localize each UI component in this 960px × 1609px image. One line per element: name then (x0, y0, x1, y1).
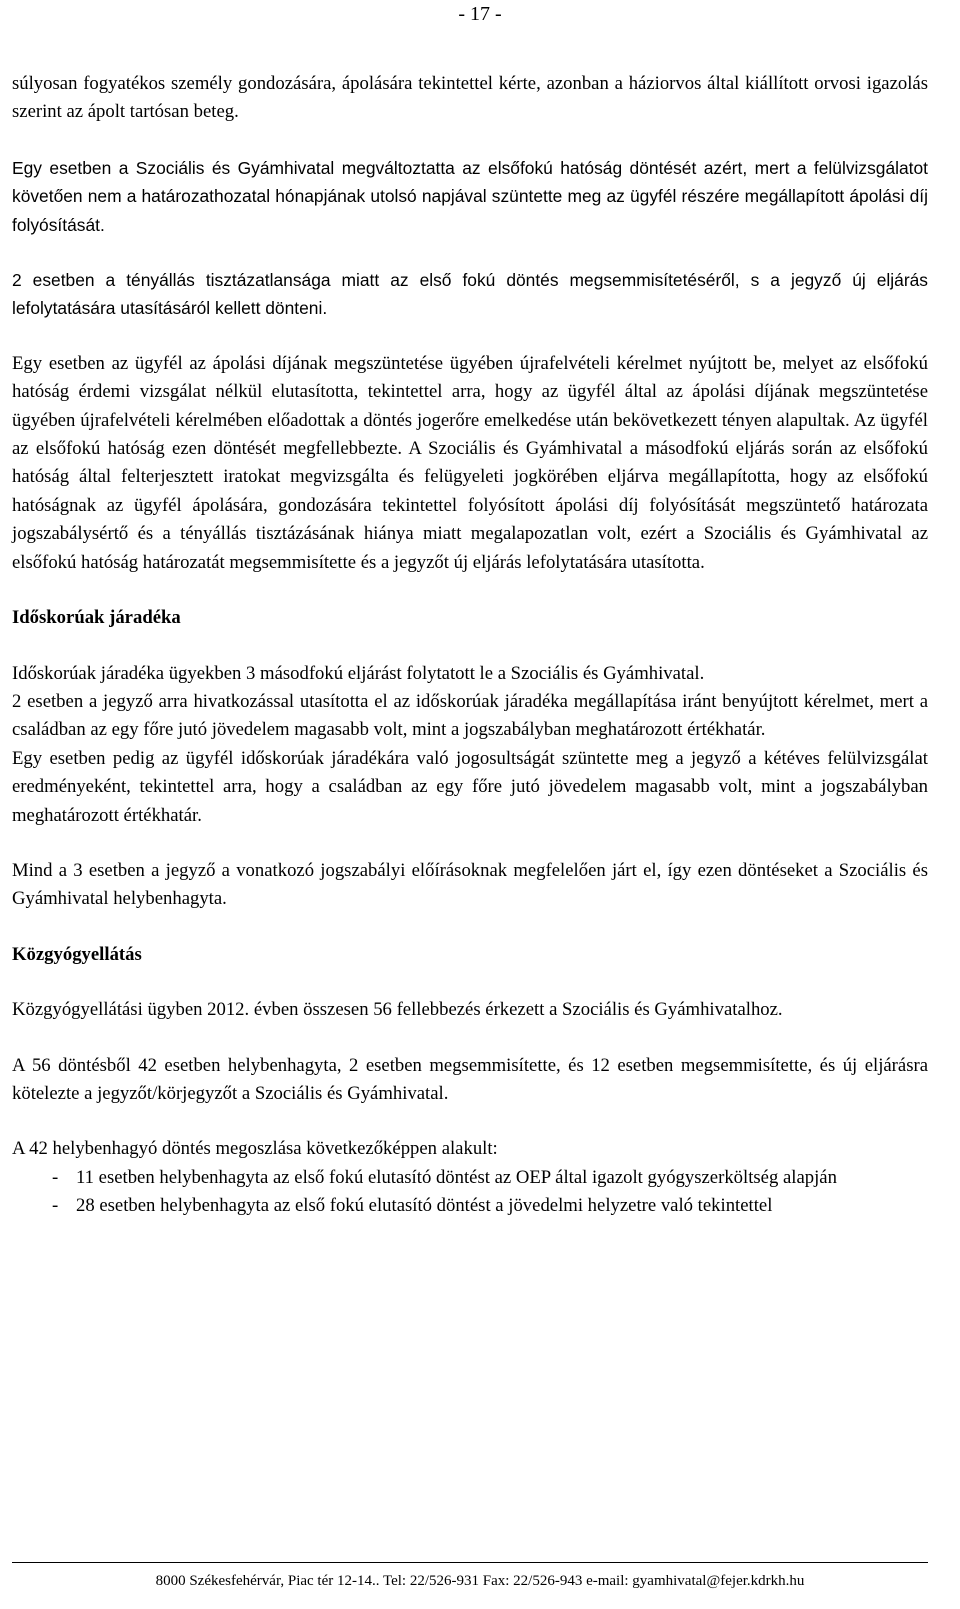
paragraph-continuation: súlyosan fogyatékos személy gondozására, ápolására tekintettel kérte, azonban a háziorvos által kiállított orvosi igazolás szerint az ápolt tartósan beteg. (12, 73, 928, 123)
paragraph-modification-case: Egy esetben a Szociális és Gyámhivatal megváltoztatta az elsőfokú hatóság döntését azért, mert a felülvizsgálatot követően nem a határozathozatal hónapjának utolsó napjával szüntette meg az ügyfél részére megállapított ápolási díj folyósítását. (12, 157, 928, 235)
list-item (12, 1164, 928, 1192)
page-number: - 17 - (458, 3, 502, 25)
list-item-text: 28 esetben helybenhagyta az első fokú elutasító döntést a jövedelmi helyzetre való tekintettel (76, 1195, 773, 1217)
paragraph-elderly-two-cases: 2 esetben a jegyző arra hivatkozással utasította el az időskorúak járadéka megállapítása iránt benyújtott kérelmet, mert a családban az egy főre jutó jövedelem magasabb volt, mint a jogszabályban meghatározott értékhatár. (12, 690, 928, 741)
footer-divider (12, 1562, 928, 1563)
list-dash: - (52, 1166, 59, 1188)
list-item-text: 11 esetben helybenhagyta az első fokú elutasító döntést az OEP által igazolt gyógyszerköltség alapján (76, 1166, 837, 1188)
heading-elderly-allowance: Időskorúak járadéka (12, 607, 181, 629)
upheld-decisions-list (12, 1164, 928, 1221)
paragraph-annulment-cases: 2 esetben a tényállás tisztázatlansága miatt az első fokú döntés megsemmisítetéséről, s a jegyző új eljárás lefolytatására utasításáról kellett dönteni. (12, 270, 928, 319)
paragraph-reopening-case: Egy esetben az ügyfél az ápolási díjának megszüntetése ügyében újrafelvételi kérelmet nyújtott be, melyet az elsőfokú hatóság érdemi vizsgálat nélkül elutasította, tekintettel arra, hogy az ügyfél által az ápolási díjának megszüntetése ügyében újrafelvételi kérelmében előadottak a döntés jogerőre emelkedése után bekövetkezett tényen alapultak. Az ügyfél az elsőfokú hatóság ezen döntését megfellebbezte. A Szociális és Gyámhivatal a másodfokú eljárás során az elsőfokú hatóság által felterjesztett iratokat megvizsgálta és felügyeleti jogkörében eljárva megállapította, hogy az elsőfokú hatóságnak az ügyfél ápolására, gondozására tekintettel folyósított ápolási díj folyósítását megszüntető határozata jogszabálysértő és a tényállás tisztázásának hiánya miatt megalapozatlan volt, ezért a Szociális és Gyámhivatal az elsőfokú hatóság határozatát megsemmisítette és a jegyzőt új eljárás lefolytatására utasította. (12, 352, 928, 573)
paragraph-appeals-total: Közgyógyellátási ügyben 2012. évben összesen 56 fellebbezés érkezett a Szociális és Gyámhivatalhoz. (12, 999, 783, 1021)
paragraph-elderly-conclusion: Mind a 3 esetben a jegyző a vonatkozó jogszabályi előírásoknak megfelelően járt el, így ezen döntéseket a Szociális és Gyámhivatal helybenhagyta. (12, 859, 928, 910)
paragraph-elderly-summary: Időskorúak járadéka ügyekben 3 másodfokú eljárást folytatott le a Szociális és Gyámhivatal. (12, 662, 705, 684)
paragraph-elderly-one-case: Egy esetben pedig az ügyfél időskorúak járadékára való jogosultságát szüntette meg a jegyző a kétéves felülvizsgálat eredményeként, tekintettel arra, hogy a családban az egy főre jutó jövedelem magasabb volt, mint a jogszabályban meghatározott értékhatár. (12, 747, 928, 826)
list-item (12, 1192, 928, 1220)
heading-public-health-care: Közgyógyellátás (12, 943, 142, 965)
footer-contact: 8000 Székesfehérvár, Piac tér 12-14.. Tel: 22/526-931 Fax: 22/526-943 e-mail: gyamhivatal@fejer.kdrkh.hu (155, 1573, 805, 1589)
list-dash: - (52, 1195, 59, 1217)
paragraph-decisions-breakdown: A 56 döntésből 42 esetben helybenhagyta, 2 esetben megsemmisítette, és 12 esetben megsemmisítette, és új eljárásra kötelezte a jegyzőt/körjegyzőt a Szociális és Gyámhivatal. (12, 1054, 928, 1104)
document-body (12, 70, 928, 1221)
paragraph-upheld-intro: A 42 helybenhagyó döntés megoszlása következőképpen alakult: (12, 1138, 498, 1160)
